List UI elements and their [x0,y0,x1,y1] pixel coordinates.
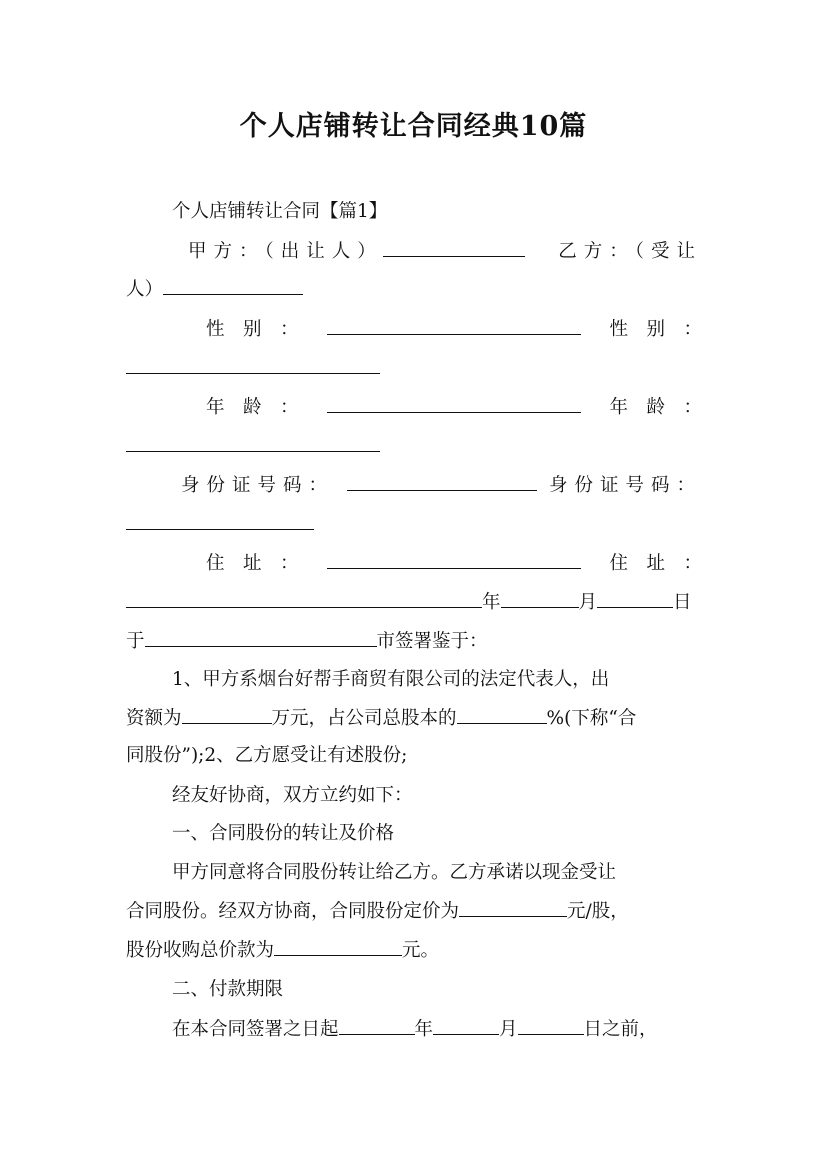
party-line [188,236,702,267]
year-label: 年 [482,592,501,613]
gender-b-blank[interactable] [126,353,380,374]
party-b-blank[interactable] [163,274,303,295]
unit-price-blank[interactable] [459,896,567,917]
heading-2: 二、付款期限 [172,979,284,1000]
heading-1: 一、合同股份的转让及价格 [172,823,395,844]
paragraph-1c: 同股份”);2、乙方愿受让有述股份; [126,745,408,766]
age-a-label: 年 龄 ： [206,397,299,418]
p4-year-label: 年 [414,1019,434,1040]
year-blank[interactable] [501,587,579,608]
city-blank[interactable] [145,626,377,647]
p3-text-1: 合同股份。经双方协商，合同股份定价为 [126,901,460,922]
p3-text-4: 元。 [402,940,440,961]
id-b-label: 身份证号码： [548,475,702,496]
p3-text-2: 元/股， [567,901,629,922]
paragraph-1b [126,703,702,734]
p4-text-1: 在本合同签署之日起 [172,1019,339,1040]
p1-text-2: 万元，占公司总股本的 [271,708,457,729]
gender-a-blank[interactable] [327,314,581,335]
addr-a-label: 住 址 ： [206,553,299,574]
p1-text-3: %(下称“合 [546,708,637,729]
city-suffix: 市签署鉴于： [376,631,488,652]
age-b-blank[interactable] [126,431,380,452]
age-b-label: 年 龄 ： [609,397,702,418]
city-line [126,626,702,657]
month-blank[interactable] [597,587,673,608]
capital-blank[interactable] [182,703,272,724]
id-a-blank[interactable] [347,470,537,491]
p3-text-3: 股份收购总价款为 [126,940,275,961]
total-price-blank[interactable] [274,935,402,956]
age-a-blank[interactable] [327,392,581,413]
gender-b-label: 性 别 ： [609,319,702,340]
id-line [181,470,702,501]
gender-line [206,314,702,345]
section-heading: 个人店铺转让合同【篇1】 [172,201,388,222]
deadline-year-blank[interactable] [339,1014,415,1035]
gender-b-line [126,353,702,384]
party-b-label-cont: 人） [126,279,164,300]
addr-a-blank[interactable] [327,548,581,569]
age-b-line [126,431,702,462]
paragraph-4 [172,1014,702,1045]
paragraph-1a: 1、甲方系烟台好帮手商贸有限公司的法定代表人，出 [172,669,610,690]
day-label: 日 [673,592,692,613]
age-line [206,392,702,423]
p4-day-label: 日之前， [583,1019,658,1040]
paragraph-2: 经友好协商，双方立约如下： [172,785,413,806]
deadline-month-blank[interactable] [433,1014,499,1035]
paragraph-3a: 甲方同意将合同股份转让给乙方。乙方承诺以现金受让 [172,862,617,883]
p1-text-1: 资额为 [126,708,182,729]
paragraph-3b [126,896,702,927]
addr-b-label: 住 址 ： [609,553,702,574]
deadline-day-blank[interactable] [518,1014,584,1035]
city-prefix: 于 [126,631,145,652]
party-b-line [126,274,702,305]
paragraph-3c [126,935,702,966]
gender-a-label: 性 别 ： [206,319,299,340]
party-a-blank[interactable] [383,236,525,257]
id-b-line [126,509,702,540]
p4-month-label: 月 [499,1019,518,1040]
id-b-blank[interactable] [126,509,314,530]
party-a-label: 甲方：（出让人） [188,241,383,262]
month-label: 月 [578,592,598,613]
document-title: 个人店铺转让合同经典10篇 [239,111,588,142]
id-a-label: 身份证号码： [181,475,335,496]
party-b-label: 乙方：（受让 [558,241,702,262]
address-line [206,548,702,579]
date-line [126,587,702,618]
percent-blank[interactable] [457,703,547,724]
addr-b-blank[interactable] [126,587,482,608]
